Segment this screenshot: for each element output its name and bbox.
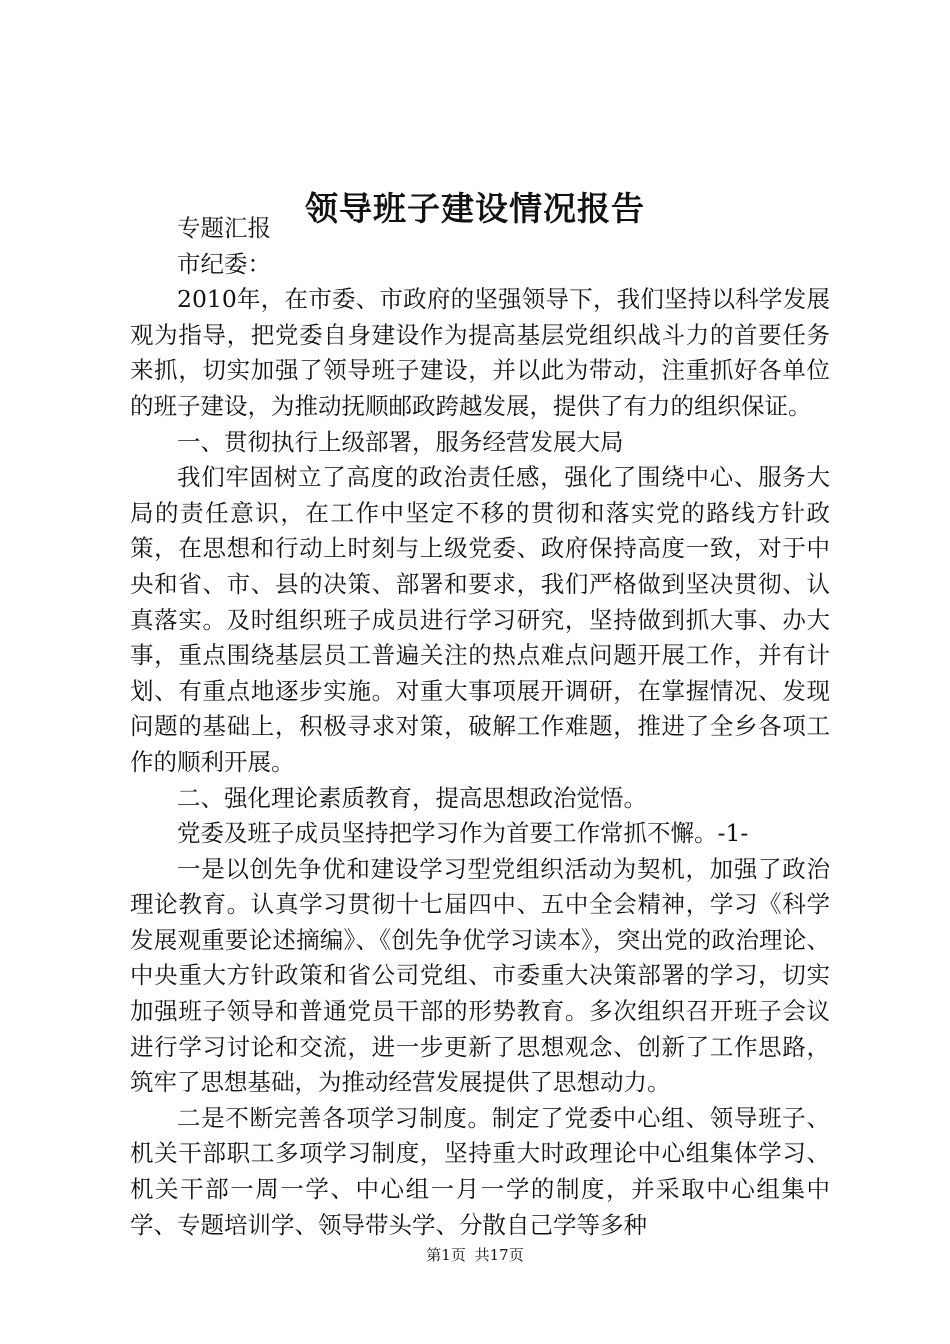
section-heading-1: 一、贯彻执行上级部署，服务经营发展大局 — [177, 427, 624, 456]
paragraph-point-2: 二是不断完善各项学习制度。制定了党委中心组、领导班子、机关干部职工多项学习制度，坚持重大时政理论中心组集体学习、机关干部一周一学、中心组一月一学的制度，并采取中心组集中学、专题培训学、领导带头学、分散自己学等多种 — [130, 1103, 830, 1239]
paragraph-section-2-lead: 党委及班子成员坚持把学习作为首要工作常抓不懈。-1- — [177, 819, 749, 848]
page-number-footer: 第1页 共17页 — [426, 1246, 524, 1264]
paragraph-intro: 2010年，在市委、市政府的坚强领导下，我们坚持以科学发展观为指导，把党委自身建设作为提高基层党组织战斗力的首要任务来抓，切实加强了领导班子建设，并以此为带动，注重抓好各单位的班子建设，为推动抚顺邮政跨越发展，提供了有力的组织保证。 — [130, 285, 830, 420]
document-body — [130, 211, 830, 1243]
paragraph-section-1: 我们牢固树立了高度的政治责任感，强化了围绕中心、服务大局的责任意识，在工作中坚定不移的贯彻和落实党的路线方针政策，在思想和行动上时刻与上级党委、政府保持高度一致，对于中央和省、市、县的决策、部署和要求，我们严格做到坚决贯彻、认真落实。及时组织班子成员进行学习研究，坚持做到抓大事、办大事，重点围绕基层员工普遍关注的热点难点问题开展工作，并有计划、有重点地逐步实施。对重大事项展开调研，在掌握情况、发现问题的基础上，积极寻求对策，破解工作难题，推进了全乡各项工作的顺利开展。 — [130, 463, 830, 776]
paragraph-point-1: 一是以创先争优和建设学习型党组织活动为契机，加强了政治理论教育。认真学习贯彻十七届四中、五中全会精神，学习《科学发展观重要论述摘编》、《创先争优学习读本》，突出党的政治理论、中央重大方针政策和省公司党组、市委重大决策部署的学习，切实加强班子领导和普通党员干部的形势教育。多次组织召开班子会议进行学习讨论和交流，进一步更新了思想观念、创新了工作思路，筑牢了思想基础，为推动经营发展提供了思想动力。 — [130, 854, 830, 1097]
paragraph-subtitle: 专题汇报 — [177, 214, 271, 242]
section-heading-2: 二、强化理论素质教育，提高思想政治觉悟。 — [177, 783, 647, 812]
document-title: 领导班子建设情况报告 — [305, 189, 645, 228]
paragraph-recipient: 市纪委： — [177, 249, 271, 278]
